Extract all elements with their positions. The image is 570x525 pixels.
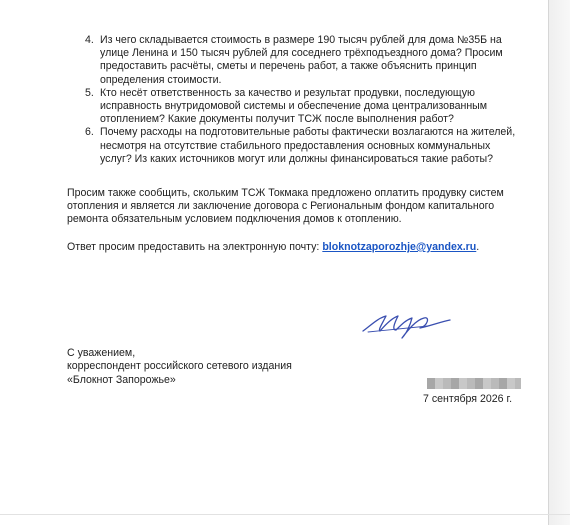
question-item-4 — [67, 34, 537, 87]
question-item-6 — [67, 126, 537, 166]
signature-stroke — [363, 316, 450, 338]
question-line: Из чего складывается стоимость в размере 190 тысяч рублей для дома №35Б на — [100, 34, 502, 46]
bottom-divider — [0, 514, 570, 515]
question-line: услуг? Из каких источников могут или должны финансироваться такие работы? — [100, 152, 493, 165]
questions-block — [67, 34, 537, 166]
signature-flourish — [368, 326, 428, 332]
paragraph-line: ремонта обязательным условием подключения домов к отоплению. — [67, 213, 402, 226]
question-line: исправность внутридомовой системы и обеспечение дома централизованным — [100, 100, 488, 113]
question-line: определения стоимости. — [100, 73, 222, 86]
question-number: 4. — [85, 34, 94, 46]
paragraph-line: Просим также сообщить, скольким ТСЖ Токмака предложено оплатить продувку систем — [67, 187, 504, 199]
reply-suffix: . — [476, 241, 480, 253]
question-line: несмотря на отсутствие стабильного предоставления основных коммунальных — [100, 139, 491, 152]
question-line: улице Ленина и 150 тысяч рублей для соседнего трёхподъездного дома? Просим — [100, 47, 503, 60]
reply-paragraph — [67, 241, 537, 254]
question-line: предоставить расчёты, сметы и перечень работ, а также объяснить принцип — [100, 60, 477, 73]
question-number: 6. — [85, 126, 94, 139]
question-line: отоплением? Какие документы получит ТСЖ после выполнения работ? — [100, 113, 454, 126]
question-number: 5. — [85, 86, 94, 99]
redacted-name — [427, 378, 521, 389]
closing-greeting: С уважением, — [67, 347, 136, 359]
question-line: Кто несёт ответственность за качество и результат продувки, последующую — [100, 86, 476, 99]
closing-outlet: «Блокнот Запорожье» — [67, 373, 176, 386]
closing-block — [67, 347, 357, 387]
reply-text: Ответ просим предоставить на электронную почту: — [67, 241, 323, 253]
request-paragraph — [67, 187, 537, 227]
questions-list — [67, 34, 537, 166]
email-link[interactable]: bloknotzaporozhje@yandex.ru — [322, 241, 477, 253]
question-line: Почему расходы на подготовительные работы фактически возлагаются на жителей, — [100, 126, 516, 139]
signature — [358, 304, 458, 344]
closing-position: корреспондент российского сетевого издания — [67, 360, 292, 373]
document-date: 7 сентября 2026 г. — [423, 393, 513, 405]
page-shadow — [549, 0, 570, 525]
question-item-5 — [67, 87, 537, 127]
paragraph-line: отопления и является ли заключение договора с Региональным фондом капитального — [67, 200, 495, 213]
